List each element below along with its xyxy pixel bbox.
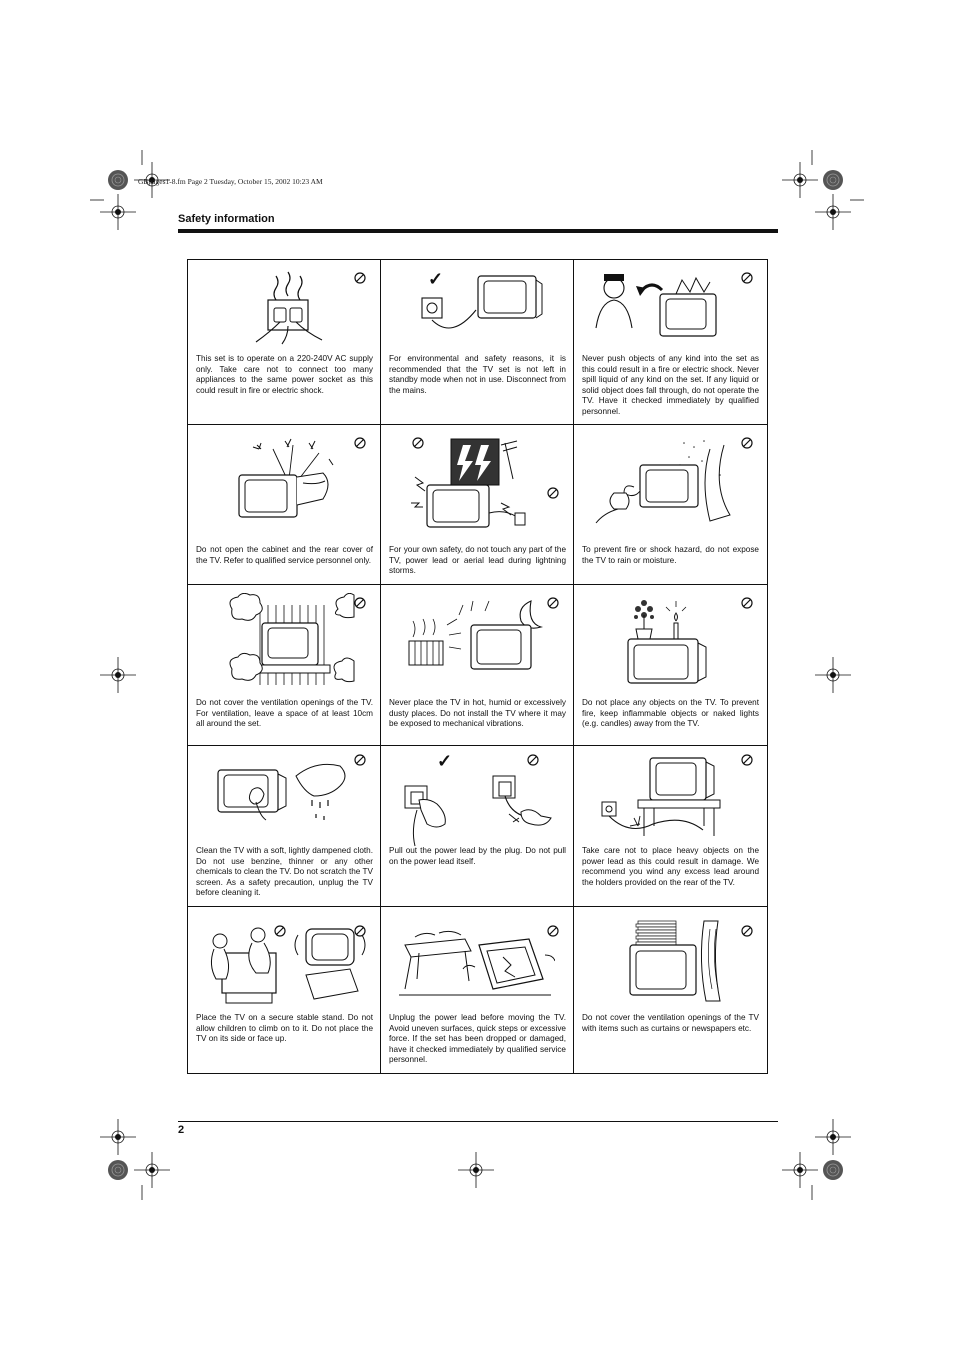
safety-item (381, 425, 574, 585)
recommended-check-icon: ✓ (428, 269, 444, 289)
safety-caption: Do not place any objects on the TV. To prevent fire, keep inflammable objects or naked lights (e.g. candles) away from the TV. (582, 698, 759, 729)
prohibited-icon (741, 437, 753, 449)
safety-item (381, 260, 574, 425)
safety-caption: Do not open the cabinet and the rear cover of the TV. Refer to qualified service personnel only. (196, 545, 373, 565)
pull-plug-icon (397, 770, 557, 850)
safety-caption: Take care not to place heavy objects on the power lead as this could result in damage. We recommend you wind any excess lead around the holders provided on the rear of the TV. (582, 846, 759, 887)
safety-caption: Never push objects of any kind into the set as this could result in a fire or electric shock. Never spill liquid of any kind on the set. If any liquid or solid object does fall through, do not operate the TV. Have it checked immediately by qualified personnel. (582, 354, 759, 416)
objects-on-tv-icon (614, 593, 744, 688)
ventilation-space-icon (218, 593, 358, 693)
prohibited-icon (741, 925, 753, 937)
recommended-check-icon: ✓ (437, 751, 453, 771)
prohibited-icon (354, 272, 366, 284)
safety-grid (187, 259, 768, 1074)
prohibited-icon (741, 754, 753, 766)
children-climbing-icon (202, 919, 372, 1009)
dropped-tv-icon (395, 925, 555, 1005)
prohibited-icon (547, 487, 559, 499)
safety-item (188, 425, 381, 585)
safety-item (188, 585, 381, 746)
prohibited-icon (547, 597, 559, 609)
cleaning-cloth-icon (212, 760, 362, 840)
safety-item (574, 746, 767, 907)
header-rule (178, 229, 778, 233)
safety-caption: Do not cover the ventilation openings of the TV with items such as curtains or newspapers etc. (582, 1013, 759, 1033)
safety-caption: Never place the TV in hot, humid or excessively dusty places. Do not install the TV where it may be exposed to mechanical vibrations. (389, 698, 566, 729)
prohibited-icon (354, 925, 366, 937)
prohibited-icon (412, 437, 424, 449)
safety-caption: Place the TV on a secure stable stand. Do not allow children to climb on to it. Do not place the TV on its side or face up. (196, 1013, 373, 1044)
page-number: 2 (178, 1124, 185, 1136)
safety-item (188, 746, 381, 907)
safety-caption: Do not cover the ventilation openings of the TV. For ventilation, leave a space of at least 10cm all around the set. (196, 698, 373, 729)
safety-caption: Unplug the power lead before moving the TV. Avoid uneven surfaces, quick steps or excessive force. If the set has been dropped or damaged, have it checked immediately by qualified service personnel. (389, 1013, 566, 1065)
prohibited-icon (741, 597, 753, 609)
prohibited-icon (354, 437, 366, 449)
rain-moisture-icon (584, 435, 734, 530)
covered-vents-icon (624, 919, 744, 1009)
power-lead-damage-icon (594, 752, 744, 842)
overloaded-socket-icon (248, 266, 328, 346)
open-cabinet-icon (233, 435, 343, 520)
unplug-tv-icon (416, 270, 546, 340)
safety-caption: This set is to operate on a 220-240V AC supply only. Take care not to connect too many appliances to the same power socket as this could result in fire or electric shock. (196, 354, 373, 395)
safety-caption: Pull out the power lead by the plug. Do not pull on the power lead itself. (389, 846, 566, 866)
safety-caption: For environmental and safety reasons, it is recommended that the TV set is not left in standby mode when not in use. Disconnect from the mains. (389, 354, 566, 395)
safety-item (381, 907, 574, 1073)
safety-item (574, 585, 767, 746)
prohibited-icon (741, 272, 753, 284)
footer-rule (178, 1121, 778, 1122)
prohibited-icon (354, 754, 366, 766)
safety-item (381, 585, 574, 746)
safety-caption: To prevent fire or shock hazard, do not expose the TV to rain or moisture. (582, 545, 759, 565)
safety-item (574, 907, 767, 1073)
heat-humidity-icon (401, 595, 551, 685)
service-technician-icon (588, 266, 728, 346)
prohibited-icon (527, 754, 539, 766)
safety-item (574, 260, 767, 425)
safety-item (188, 260, 381, 425)
print-header: GBpages1-8.fm Page 2 Tuesday, October 15, 2002 10:23 AM (138, 177, 323, 186)
safety-caption: For your own safety, do not touch any part of the TV, power lead or aerial lead during lightning storms. (389, 545, 566, 576)
prohibited-icon (547, 925, 559, 937)
prohibited-icon (354, 597, 366, 609)
prohibited-icon (274, 925, 286, 937)
safety-item (188, 907, 381, 1073)
safety-item (574, 425, 767, 585)
safety-caption: Clean the TV with a soft, lightly dampened cloth. Do not use benzine, thinner or any other chemicals to clean the TV. Do not scratch the TV screen. As a safety precaution, unplug the TV before cleaning it. (196, 846, 373, 898)
section-title: Safety information (178, 213, 275, 225)
safety-item (381, 746, 574, 907)
